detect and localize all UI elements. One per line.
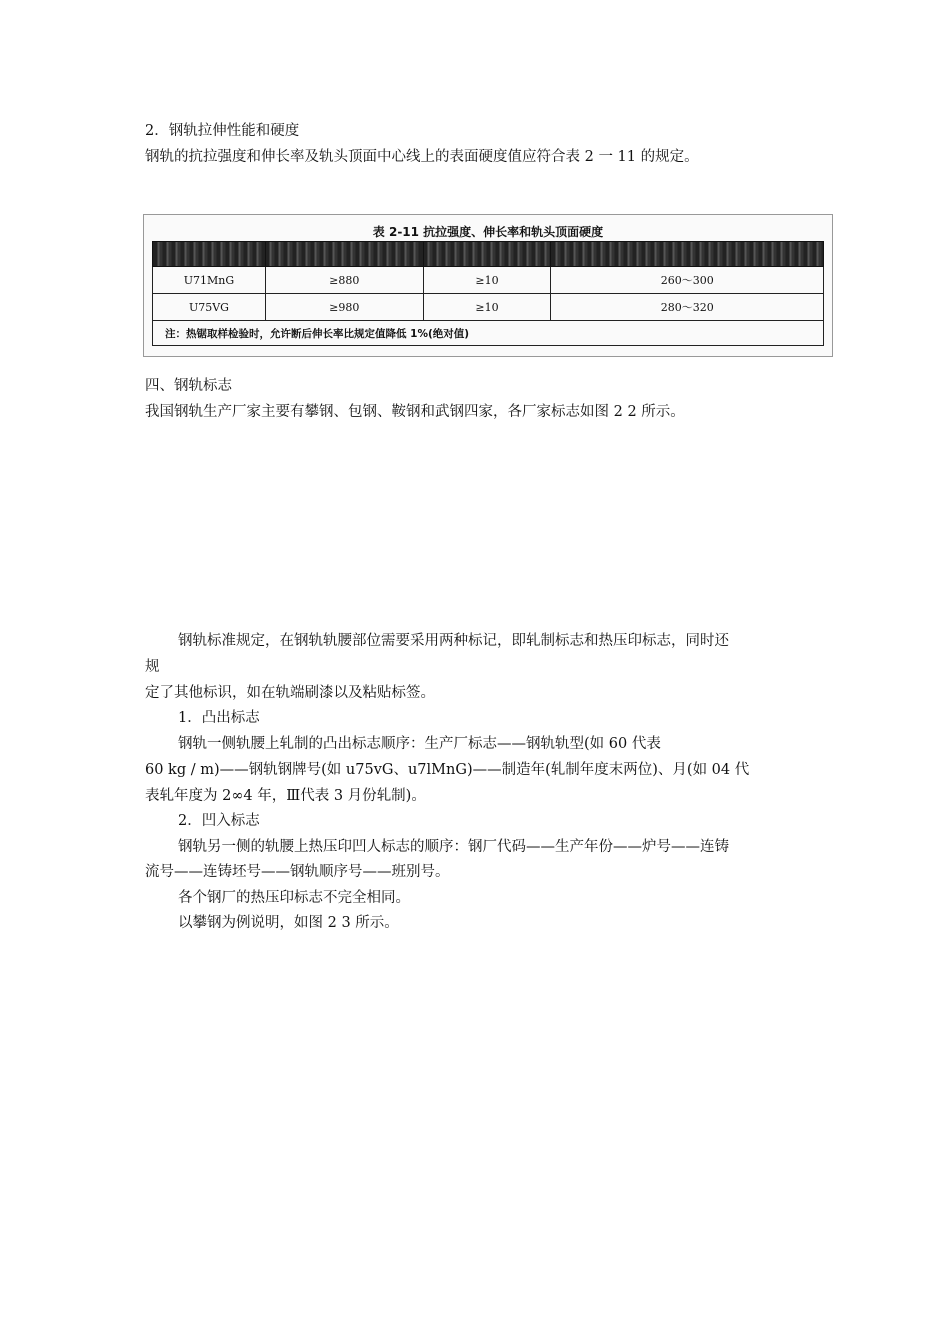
hardness-cell: 260～300: [551, 267, 824, 294]
paragraph-tensile: 钢轨的抗拉强度和伸长率及轨头顶面中心线上的表面硬度值应符合表 2 一 11 的规定。: [145, 149, 699, 165]
table-note-row: [153, 321, 824, 346]
section-heading-marks: 四、钢轨标志: [145, 378, 232, 394]
paragraph-standard-line-3: 定了其他标识，如在轨端刷漆以及粘贴标签。: [145, 685, 435, 701]
table-header-row: [153, 242, 824, 267]
steel-grade-cell: U75VG: [153, 294, 266, 321]
table-caption: 表 2-11 抗拉强度、伸长率和轨头顶面硬度: [372, 225, 604, 239]
table-header-cell: [265, 242, 423, 267]
table-row: [153, 294, 824, 321]
table-row: [153, 267, 824, 294]
elongation-cell: ≥10: [423, 294, 551, 321]
subheading-sunken-mark: 2．凹入标志: [178, 813, 260, 829]
tensile-strength-cell: ≥880: [265, 267, 423, 294]
paragraph-marks: 我国钢轨生产厂家主要有攀钢、包钢、鞍钢和武钢四家，各厂家标志如图 2 2 所示。: [145, 404, 685, 420]
tensile-strength-cell: ≥980: [265, 294, 423, 321]
hardness-cell: 280～320: [551, 294, 824, 321]
subheading-raised-mark: 1．凸出标志: [178, 710, 260, 726]
table-header-cell: [153, 242, 266, 267]
table-header-cell: [423, 242, 551, 267]
paragraph-stamp-differs: 各个钢厂的热压印标志不完全相同。: [178, 890, 410, 906]
table-2-11-scan: [143, 214, 833, 357]
paragraph-sunken-line-1: 钢轨另一侧的轨腰上热压印凹人标志的顺序：钢厂代码——生产年份——炉号——连铸: [178, 839, 729, 855]
paragraph-raised-line-2: 60 kg / m)——钢轨钢牌号(如 u75vG、u7lMnG)——制造年(轧制年度末两位)、月(如 04 代: [145, 762, 750, 778]
paragraph-sunken-line-2: 流号——连铸坯号——钢轨顺序号——班别号。: [145, 864, 450, 880]
section-heading-tensile: 2．钢轨拉伸性能和硬度: [145, 123, 300, 139]
paragraph-standard-line-2: 规: [145, 659, 160, 675]
steel-grade-cell: U71MnG: [153, 267, 266, 294]
paragraph-pangang-example: 以攀钢为例说明，如图 2 3 所示。: [178, 915, 399, 931]
table-header-cell: [551, 242, 824, 267]
elongation-cell: ≥10: [423, 267, 551, 294]
paragraph-standard-line-1: 钢轨标准规定，在钢轨轨腰部位需要采用两种标记，即轧制标志和热压印标志，同时还: [178, 633, 729, 649]
table-2-11: [152, 241, 824, 346]
paragraph-raised-line-1: 钢轨一侧轨腰上轧制的凸出标志顺序：生产厂标志——钢轨轨型(如 60 代表: [178, 736, 661, 752]
table-note: 注：热锯取样检验时，允许断后伸长率比规定值降低 1%(绝对值): [153, 321, 824, 346]
paragraph-raised-line-3: 表轧年度为 2∞4 年，Ⅲ代表 3 月份轧制)。: [145, 788, 426, 804]
